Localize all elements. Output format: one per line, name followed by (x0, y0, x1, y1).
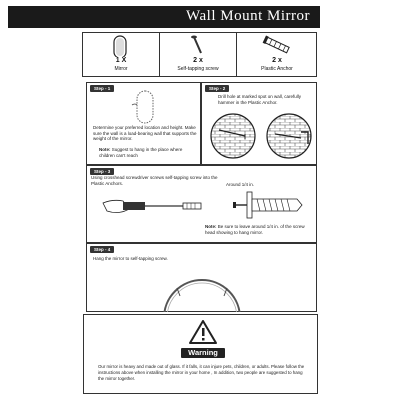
anchor-screw-detail-illustration (227, 188, 307, 222)
step-2-panel (201, 82, 317, 165)
warning-panel (83, 314, 318, 394)
step-1-note (99, 147, 197, 158)
step-2-label: Step - 2 (205, 85, 229, 92)
mirror-hanging-illustration (147, 274, 257, 312)
step-1-label: Step - 1 (90, 85, 114, 92)
parts-list (82, 32, 317, 77)
step-3-panel (86, 165, 317, 243)
step-3-text: Using crosshead screwdriver screws self-tapping screw into the Plastic Anchors. (91, 175, 218, 186)
part-name: Plastic Anchor (261, 66, 293, 72)
note-text: Suggest to hang in the place where children can't reach (99, 147, 183, 158)
part-qty: 2 x (193, 57, 203, 64)
mirror-icon (83, 33, 159, 57)
note-label: Note: (205, 224, 217, 229)
note-text: Be sure to leave around 1/4 in. of the screw head showing to hang mirror. (205, 224, 305, 235)
part-name: Self-tapping screw (177, 66, 219, 72)
plastic-anchor-icon (237, 33, 317, 57)
warning-triangle-icon (188, 319, 218, 345)
warning-text: Our mirror is heavy and made out of glass. If it falls, it can injure pets, children, or adults. Please follow the instructions above when installing the mirror in your home , In addition, two people are suggested to hang the mirror together. (98, 364, 305, 381)
warning-label: Warning (181, 348, 225, 358)
part-mirror (83, 33, 159, 76)
part-name: Mirror (114, 66, 128, 72)
header-bar (8, 6, 320, 28)
note-label: Note: (99, 147, 111, 152)
screwdriver-hand-illustration (99, 193, 209, 223)
part-qty: 2 x (272, 57, 282, 64)
step-2-text: Drill hole at marked spot on wall, carefully hammer in the Plastic Anchor. (218, 94, 302, 105)
screw-icon (160, 33, 236, 57)
mirror-outline-icon (131, 89, 161, 125)
step-4-label: Step - 4 (90, 246, 114, 253)
step-4-text: Hang the mirror to self-tapping screw. (93, 256, 168, 261)
step-3-label: Step - 3 (90, 168, 114, 175)
brick-wall-drill-illustration (205, 110, 315, 160)
part-screw (160, 33, 236, 76)
step-3-note (205, 224, 315, 235)
part-qty: 1 X (115, 57, 127, 64)
step-1-text: Determine your preferred location and height. Make sure the wall is a load-bearing wall that supports the weight of the mirror. (93, 125, 197, 141)
step-1-panel (86, 82, 201, 165)
page-title: Wall Mount Mirror (186, 8, 310, 24)
part-anchor (237, 33, 317, 76)
around-measurement: Around 1/4 in. (226, 182, 255, 187)
step-4-panel (86, 243, 317, 312)
